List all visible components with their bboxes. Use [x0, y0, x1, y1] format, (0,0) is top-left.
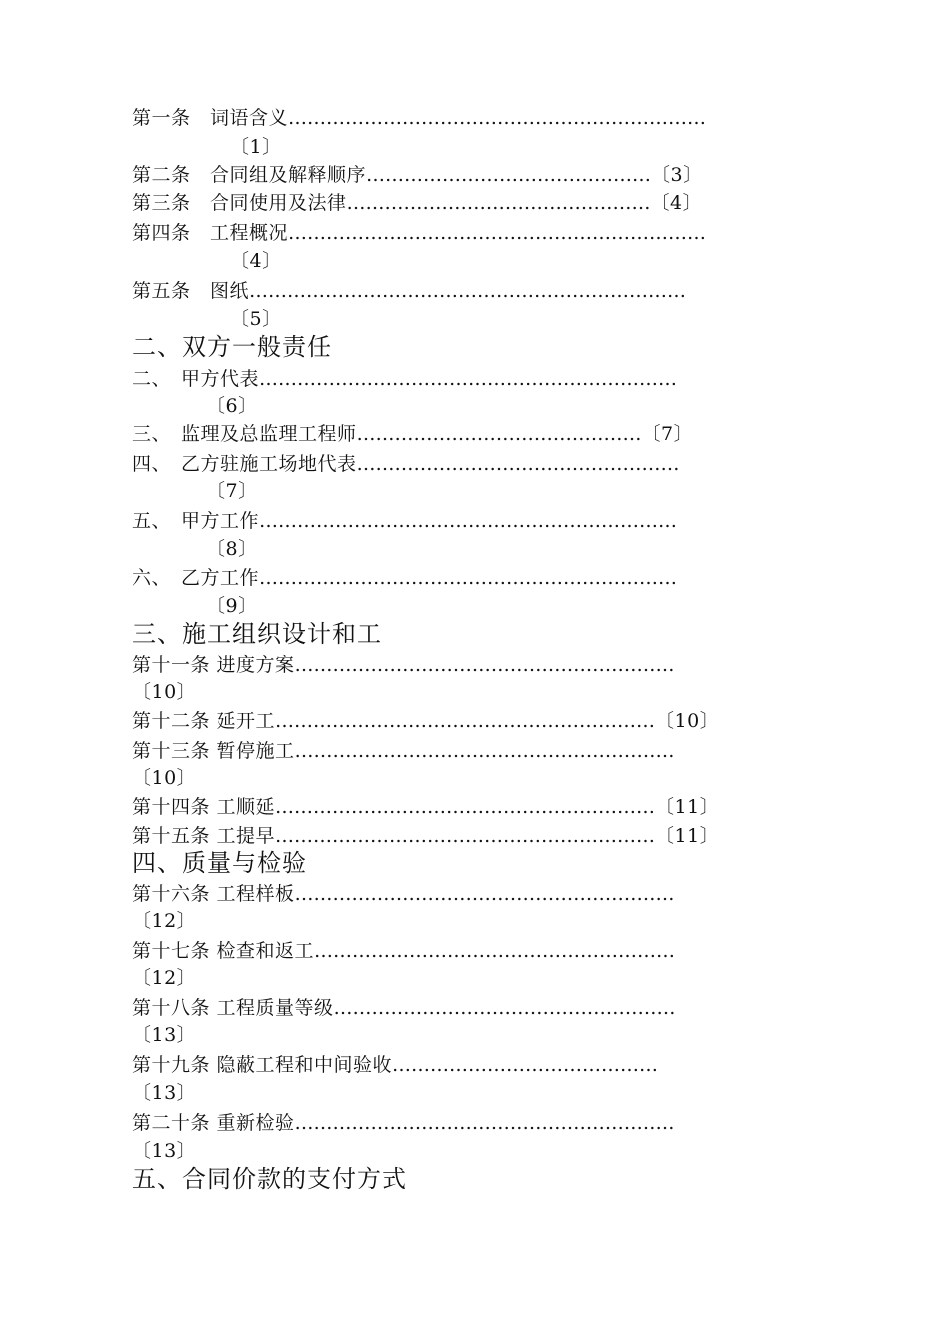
- toc-leader-dots: …………………………………………………………: [288, 107, 707, 129]
- toc-leader-dots: ……………………………………………………: [275, 796, 656, 818]
- toc-entry-13: [132, 739, 675, 763]
- toc-entry-page: 〔11〕: [655, 796, 720, 818]
- toc-entry-17: [132, 939, 675, 963]
- section-heading: 二、双方一般责任: [132, 333, 332, 361]
- toc-leader-dots: ……………………………………………………: [275, 710, 656, 732]
- toc-entry-9: [132, 509, 677, 533]
- toc-entry-16: [132, 882, 675, 906]
- toc-entry-page: 〔1〕: [230, 136, 282, 158]
- toc-entry-page: 〔7〕: [206, 480, 258, 502]
- toc-entry-6: [132, 367, 677, 391]
- toc-leader-dots: …………………………………………………: [314, 940, 676, 962]
- toc-entry-15: [132, 824, 719, 848]
- toc-entry-label: 二、 甲方代表: [132, 368, 260, 390]
- toc-entry-label: 第十一条 进度方案: [132, 654, 295, 676]
- toc-entry-page: 〔11〕: [655, 825, 720, 847]
- toc-entry-4: [132, 221, 706, 245]
- toc-entry-12: [132, 709, 719, 733]
- toc-leader-dots: ……………………………………………………: [275, 825, 656, 847]
- toc-entry-2: [132, 163, 703, 187]
- toc-entry-8: [132, 452, 680, 476]
- toc-leader-dots: …………………………………………………………: [288, 222, 707, 244]
- toc-entry-label: 第二十条 重新检验: [132, 1112, 295, 1134]
- toc-entry-page: 〔6〕: [206, 395, 258, 417]
- toc-leader-dots: ………………………………………: [356, 423, 642, 445]
- toc-entry-page: 〔7〕: [641, 423, 694, 445]
- toc-entry-10: [132, 566, 677, 590]
- toc-entry-label: 第十九条 隐蔽工程和中间验收: [132, 1054, 393, 1076]
- toc-entry-label: 第二条 合同组及解释顺序: [132, 164, 367, 186]
- toc-entry-label: 第十三条 暂停施工: [132, 740, 295, 762]
- toc-entry-3: [132, 191, 702, 215]
- toc-leader-dots: ……………………………………………………: [294, 1112, 675, 1134]
- toc-entry-page: 〔10〕: [655, 710, 720, 732]
- toc-entry-label: 第三条 合同使用及法律: [132, 192, 347, 214]
- toc-entry-label: 五、 甲方工作: [132, 510, 260, 532]
- toc-entry-14: [132, 795, 719, 819]
- toc-entry-page: 〔3〕: [651, 164, 703, 186]
- toc-entry-20: [132, 1111, 675, 1135]
- section-heading: 五、合同价款的支付方式: [132, 1165, 407, 1193]
- section-heading: 三、施工组织设计和工: [132, 620, 382, 648]
- toc-leader-dots: ……………………………………………………………: [249, 280, 687, 302]
- toc-leader-dots: …………………………………………………………: [259, 567, 678, 589]
- toc-entry-label: 第十六条 工程样板: [132, 883, 295, 905]
- toc-leader-dots: ………………………………………………: [333, 997, 676, 1019]
- toc-entry-19: [132, 1053, 658, 1077]
- toc-entry-page: 〔8〕: [206, 538, 258, 560]
- toc-entry-label: 三、 监理及总监理工程师: [132, 423, 357, 445]
- section-heading: 四、质量与检验: [132, 849, 307, 877]
- toc-entry-page: 〔9〕: [206, 595, 258, 617]
- toc-leader-dots: …………………………………………: [346, 192, 651, 214]
- toc-entry-page: 〔13〕: [132, 1140, 197, 1162]
- toc-leader-dots: …………………………………………………………: [259, 510, 678, 532]
- toc-entry-page: 〔13〕: [132, 1082, 197, 1104]
- toc-leader-dots: ……………………………………………: [356, 453, 680, 475]
- toc-entry-label: 第一条 词语含义: [132, 107, 289, 129]
- toc-entry-label: 六、 乙方工作: [132, 567, 260, 589]
- toc-entry-5: [132, 279, 686, 303]
- toc-entry-page: 〔12〕: [132, 910, 197, 932]
- toc-entry-page: 〔4〕: [650, 192, 703, 214]
- toc-entry-page: 〔13〕: [132, 1024, 197, 1046]
- toc-leader-dots: ……………………………………………………: [294, 883, 675, 905]
- toc-entry-label: 第十二条 延开工: [132, 710, 276, 732]
- toc-leader-dots: ………………………………………: [366, 164, 652, 186]
- toc-entry-1: [132, 106, 706, 130]
- toc-entry-label: 四、 乙方驻施工场地代表: [132, 453, 357, 475]
- toc-leader-dots: ……………………………………: [392, 1054, 659, 1076]
- toc-entry-page: 〔12〕: [132, 967, 197, 989]
- toc-leader-dots: ……………………………………………………: [294, 654, 675, 676]
- toc-entry-label: 第十七条 检查和返工: [132, 940, 315, 962]
- toc-leader-dots: …………………………………………………………: [259, 368, 678, 390]
- toc-entry-page: 〔4〕: [230, 250, 282, 272]
- toc-entry-page: 〔10〕: [132, 681, 197, 703]
- toc-leader-dots: ……………………………………………………: [294, 740, 675, 762]
- toc-entry-label: 第十四条 工顺延: [132, 796, 276, 818]
- toc-entry-label: 第四条 工程概况: [132, 222, 289, 244]
- toc-entry-page: 〔5〕: [230, 308, 282, 330]
- toc-entry-18: [132, 996, 676, 1020]
- toc-entry-11: [132, 653, 675, 677]
- toc-entry-page: 〔10〕: [132, 767, 197, 789]
- toc-entry-label: 第五条 图纸: [132, 280, 250, 302]
- toc-entry-label: 第十八条 工程质量等级: [132, 997, 334, 1019]
- toc-entry-7: [132, 422, 693, 446]
- toc-entry-label: 第十五条 工提早: [132, 825, 276, 847]
